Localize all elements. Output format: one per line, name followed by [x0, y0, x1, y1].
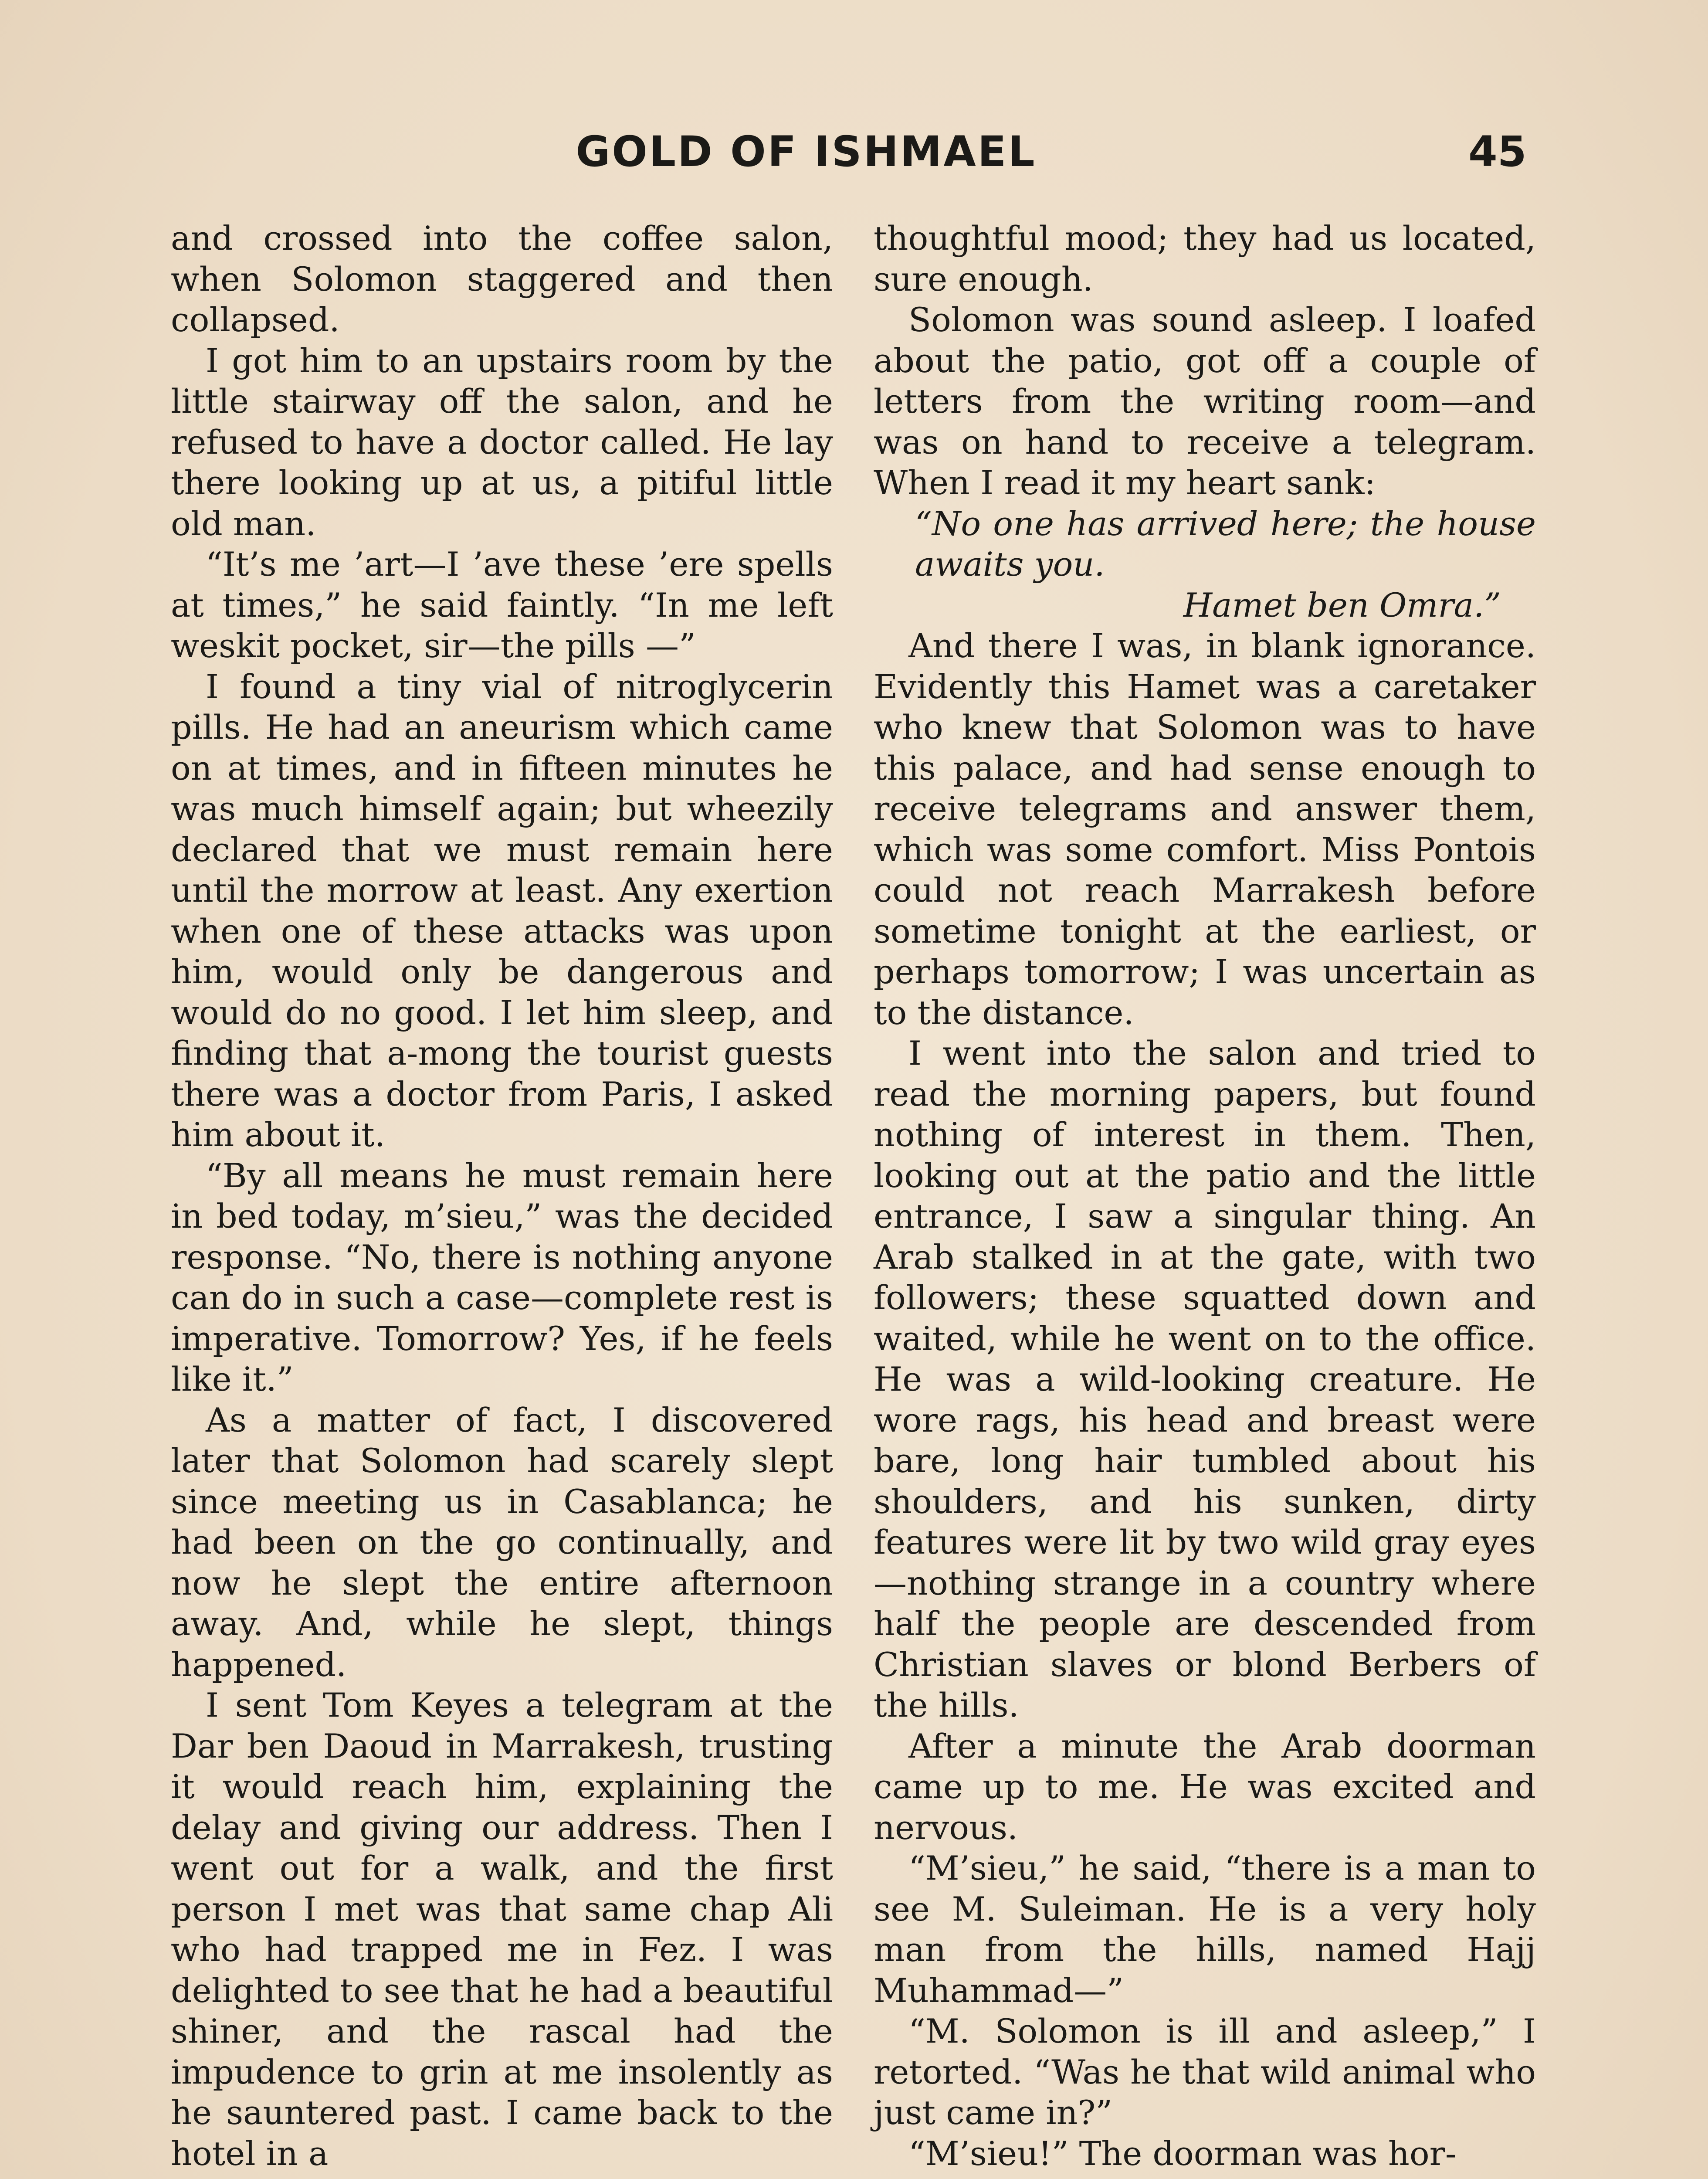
paragraph: thoughtful mood; they had us located, sure enough. — [874, 219, 1536, 299]
paragraph: I got him to an upstairs room by the little stairway off the salon, and he refused to have a doctor called. He lay there looking up at us, a pitiful little old man. — [171, 341, 833, 543]
paragraph: and crossed into the coffee salon, when Solomon staggered and then collapsed. — [171, 219, 833, 339]
paragraph: I went into the salon and tried to read the morning papers, but found nothing of interest in them. Then, looking out at the patio and the little entrance, I saw a singular thing. An Arab stalked in at the gate, with two followers; these squatted down and waited, while he went on to the office. He was a wild-looking creature. He wore rags, his head and breast were bare, long hair tumbled about his shoulders, and his sunken, dirty features were lit by two wild gray eyes—nothing strange in a country where half the people are descended from Christian slaves or blond Berbers of the hills. — [874, 1034, 1536, 1724]
running-title: GOLD OF ISHMAEL — [576, 127, 1037, 176]
paragraph: “M’sieu!” The doorman was hor- — [908, 2134, 1457, 2173]
paragraph: “It’s me ’art—I ’ave these ’ere spells at times,” he said faintly. “In me left weskit pocket, sir—the pills —” — [171, 545, 833, 665]
paragraph: I sent Tom Keyes a telegram at the Dar ben Daoud in Marrakesh, trusting it would reach him, explaining the delay and giving our address. Then I went out for a walk, and the first person I met was that same chap Ali who had trapped me in Fez. I was delighted to see that he had a beautiful shiner, and the rascal had the impudence to grin at me insolently as he sauntered past. I came back to the hotel in a — [171, 1686, 833, 2173]
paragraph: “M’sieu,” he said, “there is a man to see M. Suleiman. He is a very holy man from the hills, named Hajj Muhammad—” — [874, 1849, 1536, 2010]
page-number: 45 — [1468, 127, 1527, 176]
paragraph: “By all means he must remain here in bed today, m’sieu,” was the decided response. “No, there is nothing anyone can do in such a case—complete rest is imperative. Tomorrow? Yes, if he feels like it.” — [171, 1156, 833, 1398]
paragraph: Solomon was sound asleep. I loafed about the patio, got off a couple of letters from the writing room—and was on hand to receive a telegram. When I read it my heart sank: — [874, 300, 1536, 502]
paragraph: As a matter of fact, I discovered later that Solomon had scarely slept since meeting us in Casablanca; he had been on the go continually, and now he slept the entire afternoon away. And, while he slept, things happened. — [171, 1400, 833, 1684]
telegram-signature: Hamet ben Omra.” — [1183, 585, 1501, 625]
left-column — [171, 218, 833, 2179]
paragraph: After a minute the Arab doorman came up to me. He was excited and nervous. — [874, 1726, 1536, 1847]
telegram-text: “No one has arrived here; the house awaits you. — [915, 504, 1536, 584]
right-column — [874, 218, 1536, 2179]
paragraph: “M. Solomon is ill and asleep,” I retorted. “Was he that wild animal who just came in?” — [874, 2012, 1536, 2132]
paragraph: I found a tiny vial of nitroglycerin pills. He had an aneurism which came on at times, and in fifteen minutes he was much himself again; but wheezily declared that we must remain here until the morrow at least. Any exertion when one of these attacks was upon him, would only be dangerous and would do no good. I let him sleep, and finding that a-mong the tourist guests there was a doctor from Paris, I asked him about it. — [171, 667, 833, 1154]
paragraph: And there I was, in blank ignorance. Evidently this Hamet was a caretaker who knew that Solomon was to have this palace, and had sense enough to receive telegrams and answer them, which was some comfort. Miss Pontois could not reach Marrakesh before sometime tonight at the earliest, or perhaps tomorrow; I was uncertain as to the distance. — [874, 626, 1536, 1032]
